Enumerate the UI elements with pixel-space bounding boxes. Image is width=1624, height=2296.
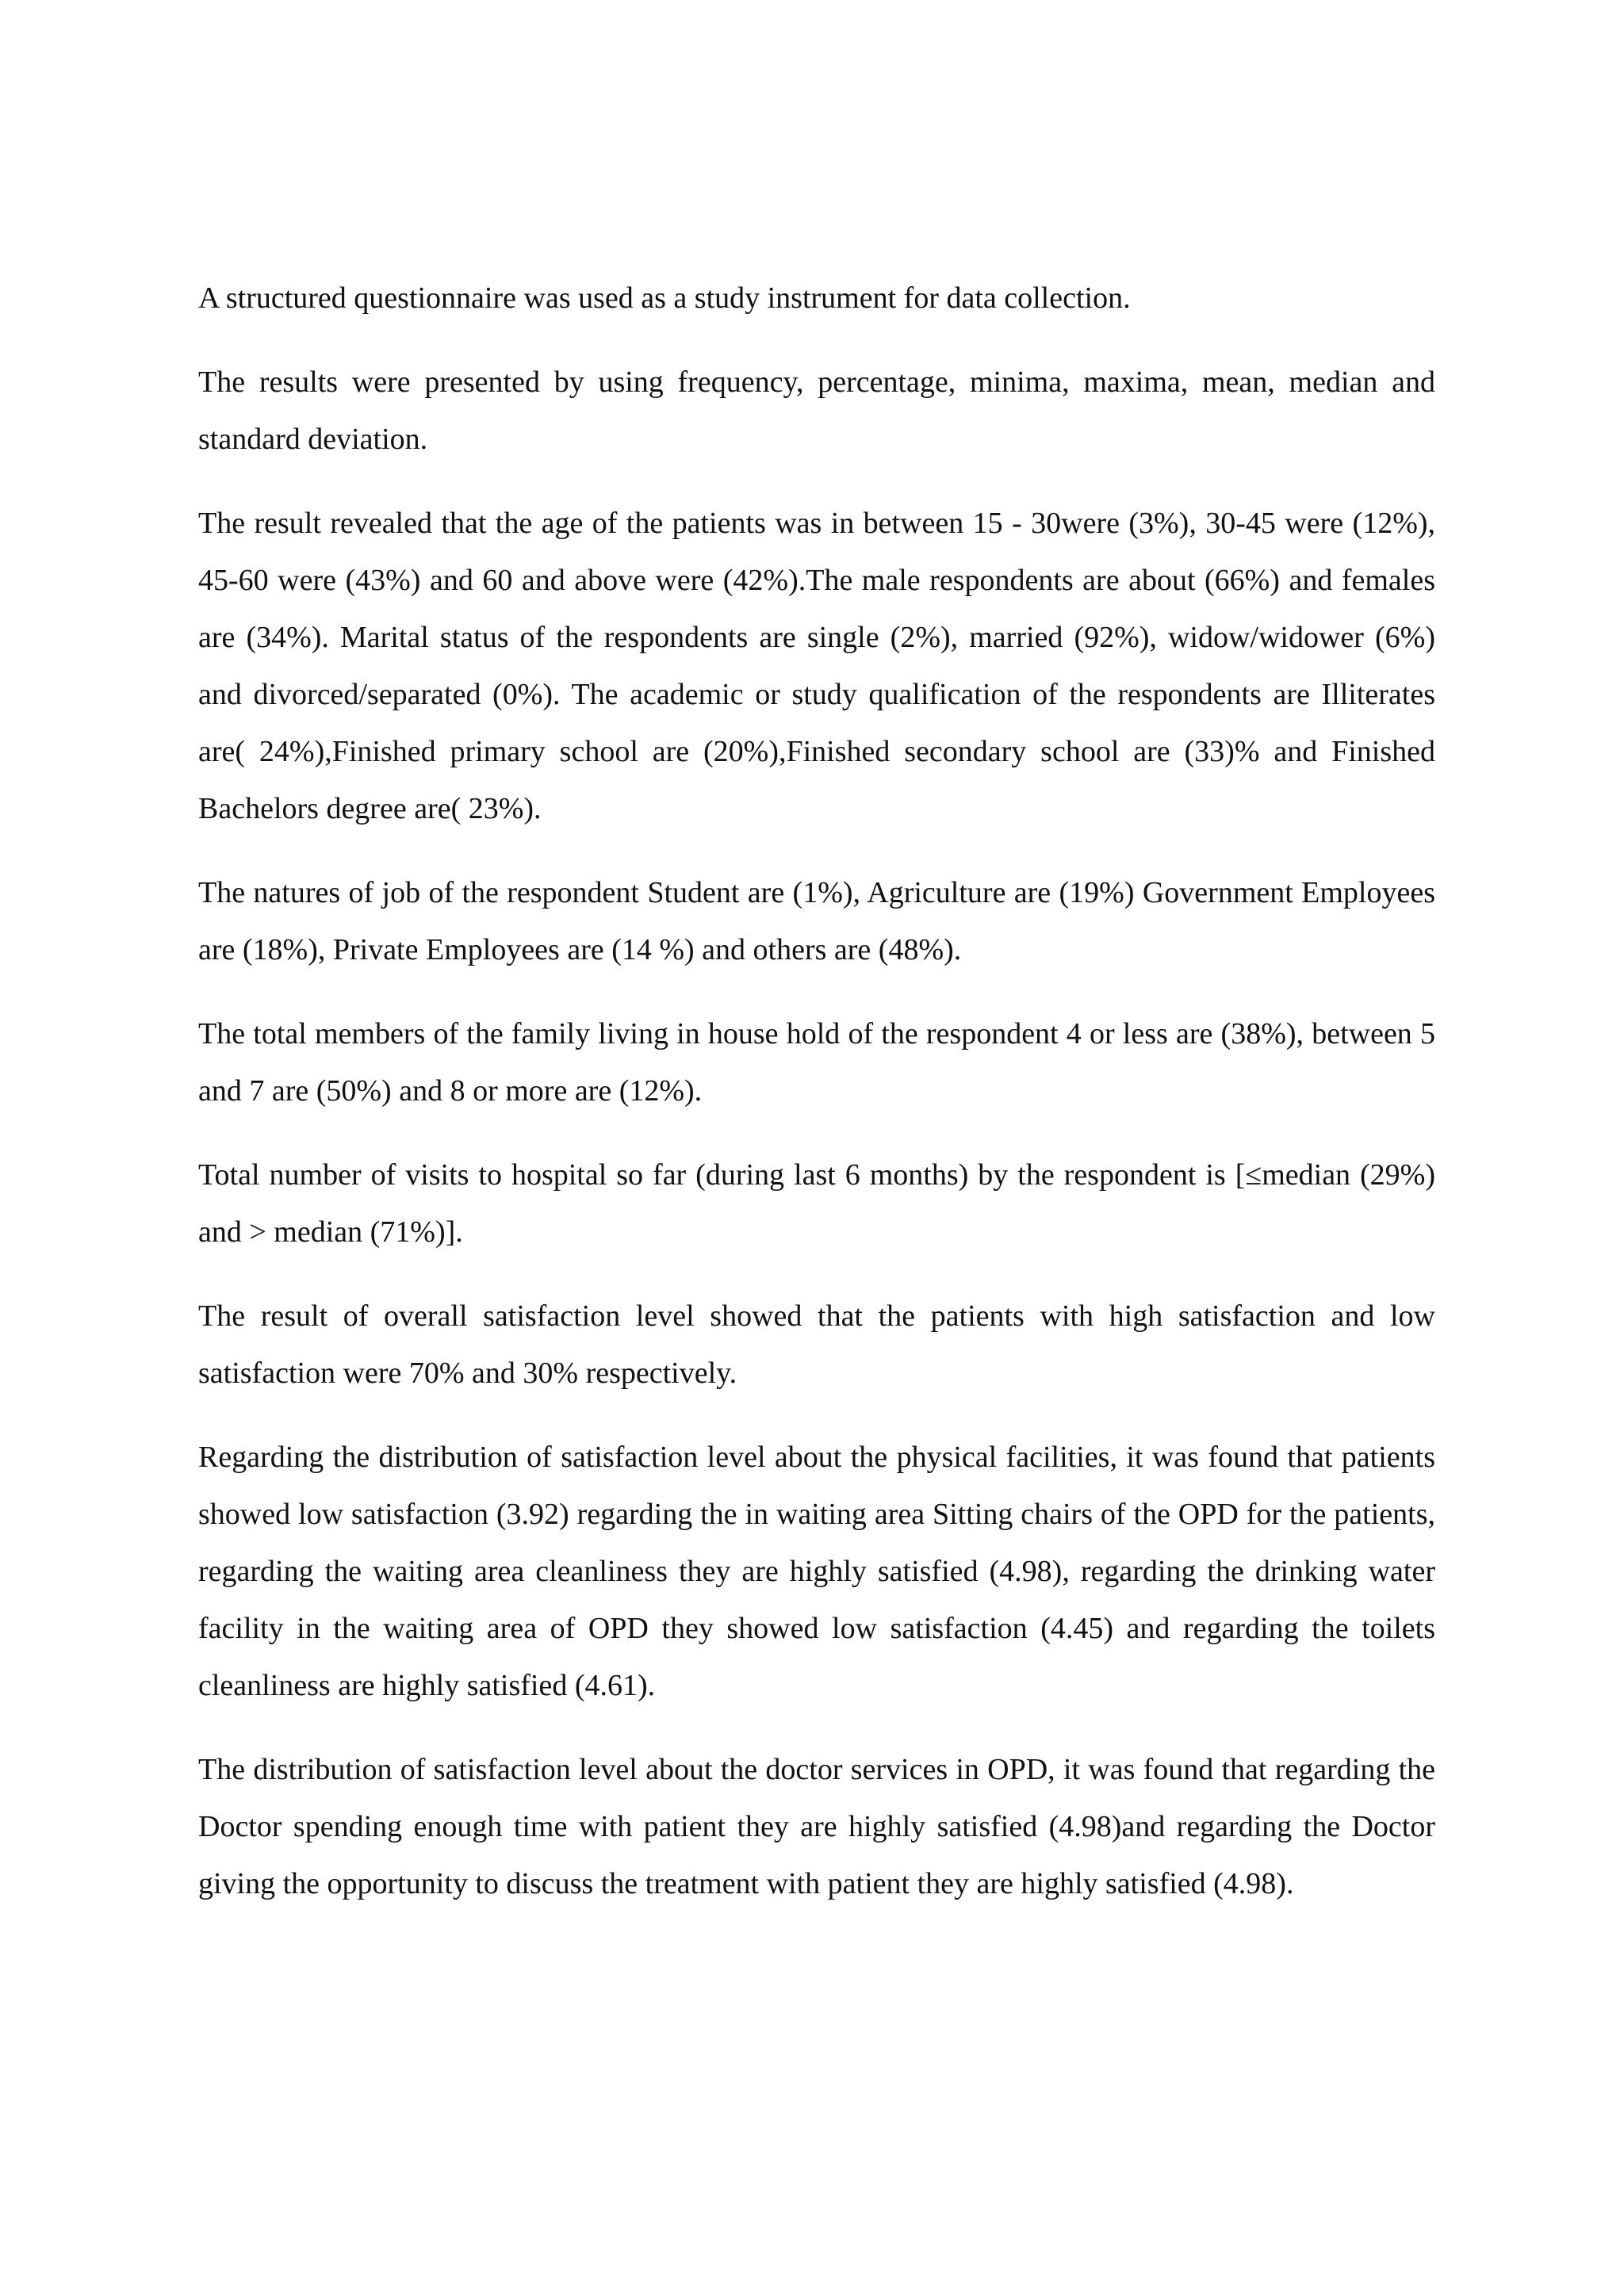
paragraph-job-nature: The natures of job of the respondent Student are (1%), Agriculture are (19%) Government Employees are (18%), Private Employees are (14 %) and others are (48%). bbox=[198, 876, 1435, 966]
paragraph-family-members: The total members of the family living in house hold of the respondent 4 or less are (38%), between 5 and 7 are (50%) and 8 or more are (12%). bbox=[198, 1017, 1435, 1108]
paragraph-overall-satisfaction: The result of overall satisfaction level showed that the patients with high satisfaction and low satisfaction were 70% and 30% respectively. bbox=[198, 1299, 1435, 1390]
paragraph-demographics: The result revealed that the age of the patients was in between 15 - 30were (3%), 30-45 were (12%), 45-60 were (43%) and 60 and above were (42%).The male respondents are about (66%) and females are (34%). Marital status of the respondents are single (2%), married (92%), widow/widower (6%) and divorced/separated (0%). The academic or study qualification of the respondents are Illiterates are( 24%),Finished primary school are (20%),Finished secondary school are (33)% and Finished Bachelors degree are( 23%). bbox=[198, 507, 1435, 825]
paragraph-study-instrument: A structured questionnaire was used as a study instrument for data collection. bbox=[198, 281, 1131, 315]
paragraph-hospital-visits: Total number of visits to hospital so far (during last 6 months) by the respondent is [≤median (29%) and > median (71%)]. bbox=[198, 1158, 1435, 1249]
paragraph-results-presentation: The results were presented by using frequency, percentage, minima, maxima, mean, median and standard deviation. bbox=[198, 365, 1435, 456]
paragraph-doctor-services: The distribution of satisfaction level about the doctor services in OPD, it was found that regarding the Doctor spending enough time with patient they are highly satisfied (4.98)and regarding the Doctor giving the opportunity to discuss the treatment with patient they are highly satisfied (4.98). bbox=[198, 1753, 1435, 1900]
paragraph-physical-facilities: Regarding the distribution of satisfaction level about the physical facilities, it was found that patients showed low satisfaction (3.92) regarding the in waiting area Sitting chairs of the OPD for the patients, regarding the waiting area cleanliness they are highly satisfied (4.98), regarding the drinking water facility in the waiting area of OPD they showed low satisfaction (4.45) and regarding the toilets cleanliness are highly satisfied (4.61). bbox=[198, 1441, 1435, 1702]
body-text bbox=[198, 270, 1435, 1939]
